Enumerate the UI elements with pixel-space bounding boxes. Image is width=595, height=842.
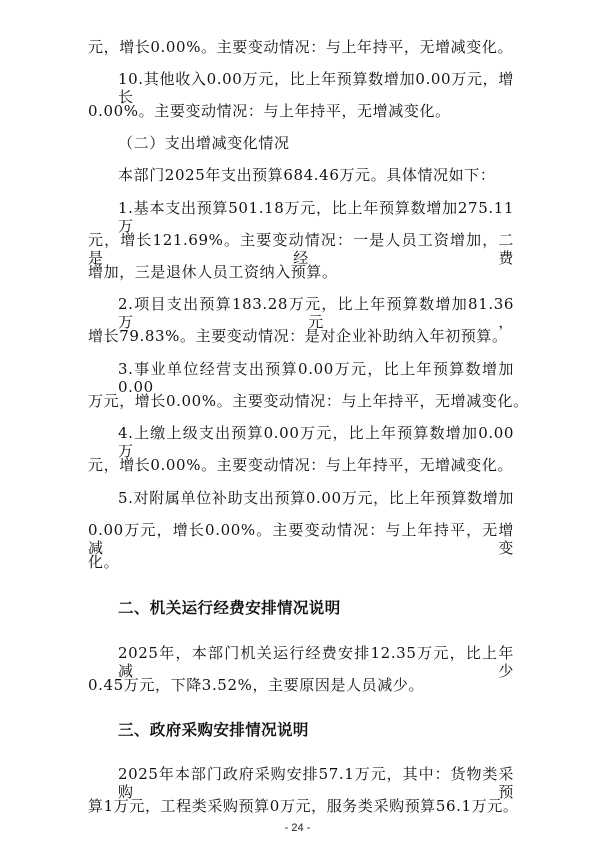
text-line: 2.项目支出预算183.28万元，比上年预算数增加81.36万元， <box>118 295 514 331</box>
text-line: 增长79.83%。主要变动情况：是对企业补助纳入年初预算。 <box>88 327 508 345</box>
text-line: 2025年本部门政府采购安排57.1万元，其中：货物类采购预 <box>118 765 514 801</box>
text-line: 3.事业单位经营支出预算0.00万元，比上年预算数增加0.00 <box>118 360 514 396</box>
section-heading: 二、机关运行经费安排情况说明 <box>118 599 341 617</box>
text-line: 元，增长0.00%。主要变动情况：与上年持平，无增减变化。 <box>88 456 514 474</box>
text-line: 增加，三是退休人员工资纳入预算。 <box>88 263 338 281</box>
text-line: 4.上缴上级支出预算0.00万元，比上年预算数增加0.00万 <box>118 424 514 460</box>
text-line: 元，增长0.00%。主要变动情况：与上年持平，无增减变化。 <box>88 38 514 56</box>
section-subheading: （二）支出增减变化情况 <box>118 134 290 152</box>
text-line: 0.45万元，下降3.52%，主要原因是人员减少。 <box>88 676 425 694</box>
section-heading: 三、政府采购安排情况说明 <box>118 721 309 739</box>
text-line: 万元，增长0.00%。主要变动情况：与上年持平，无增减变化。 <box>88 392 529 410</box>
text-line: 算1万元，工程类采购预算0万元，服务类采购预算56.1万元。 <box>88 797 519 815</box>
text-line: 0.00万元，增长0.00%。主要变动情况：与上年持平，无增减变 <box>88 521 514 557</box>
text-line: 2025年，本部门机关运行经费安排12.35万元，比上年减少 <box>118 644 514 680</box>
text-line: 0.00%。主要变动情况：与上年持平，无增减变化。 <box>88 102 451 120</box>
page-number: - 24 - <box>284 822 311 834</box>
text-line: 元，增长121.69%。主要变动情况：一是人员工资增加，二是经费 <box>88 231 514 267</box>
text-line: 1.基本支出预算501.18万元，比上年预算数增加275.11万 <box>118 199 514 235</box>
text-line: 5.对附属单位补助支出预算0.00万元，比上年预算数增加 <box>118 489 514 507</box>
text-line: 10.其他收入0.00万元，比上年预算数增加0.00万元，增长 <box>118 70 514 106</box>
text-line: 本部门2025年支出预算684.46万元。具体情况如下： <box>118 166 496 184</box>
text-line: 化。 <box>88 553 120 571</box>
